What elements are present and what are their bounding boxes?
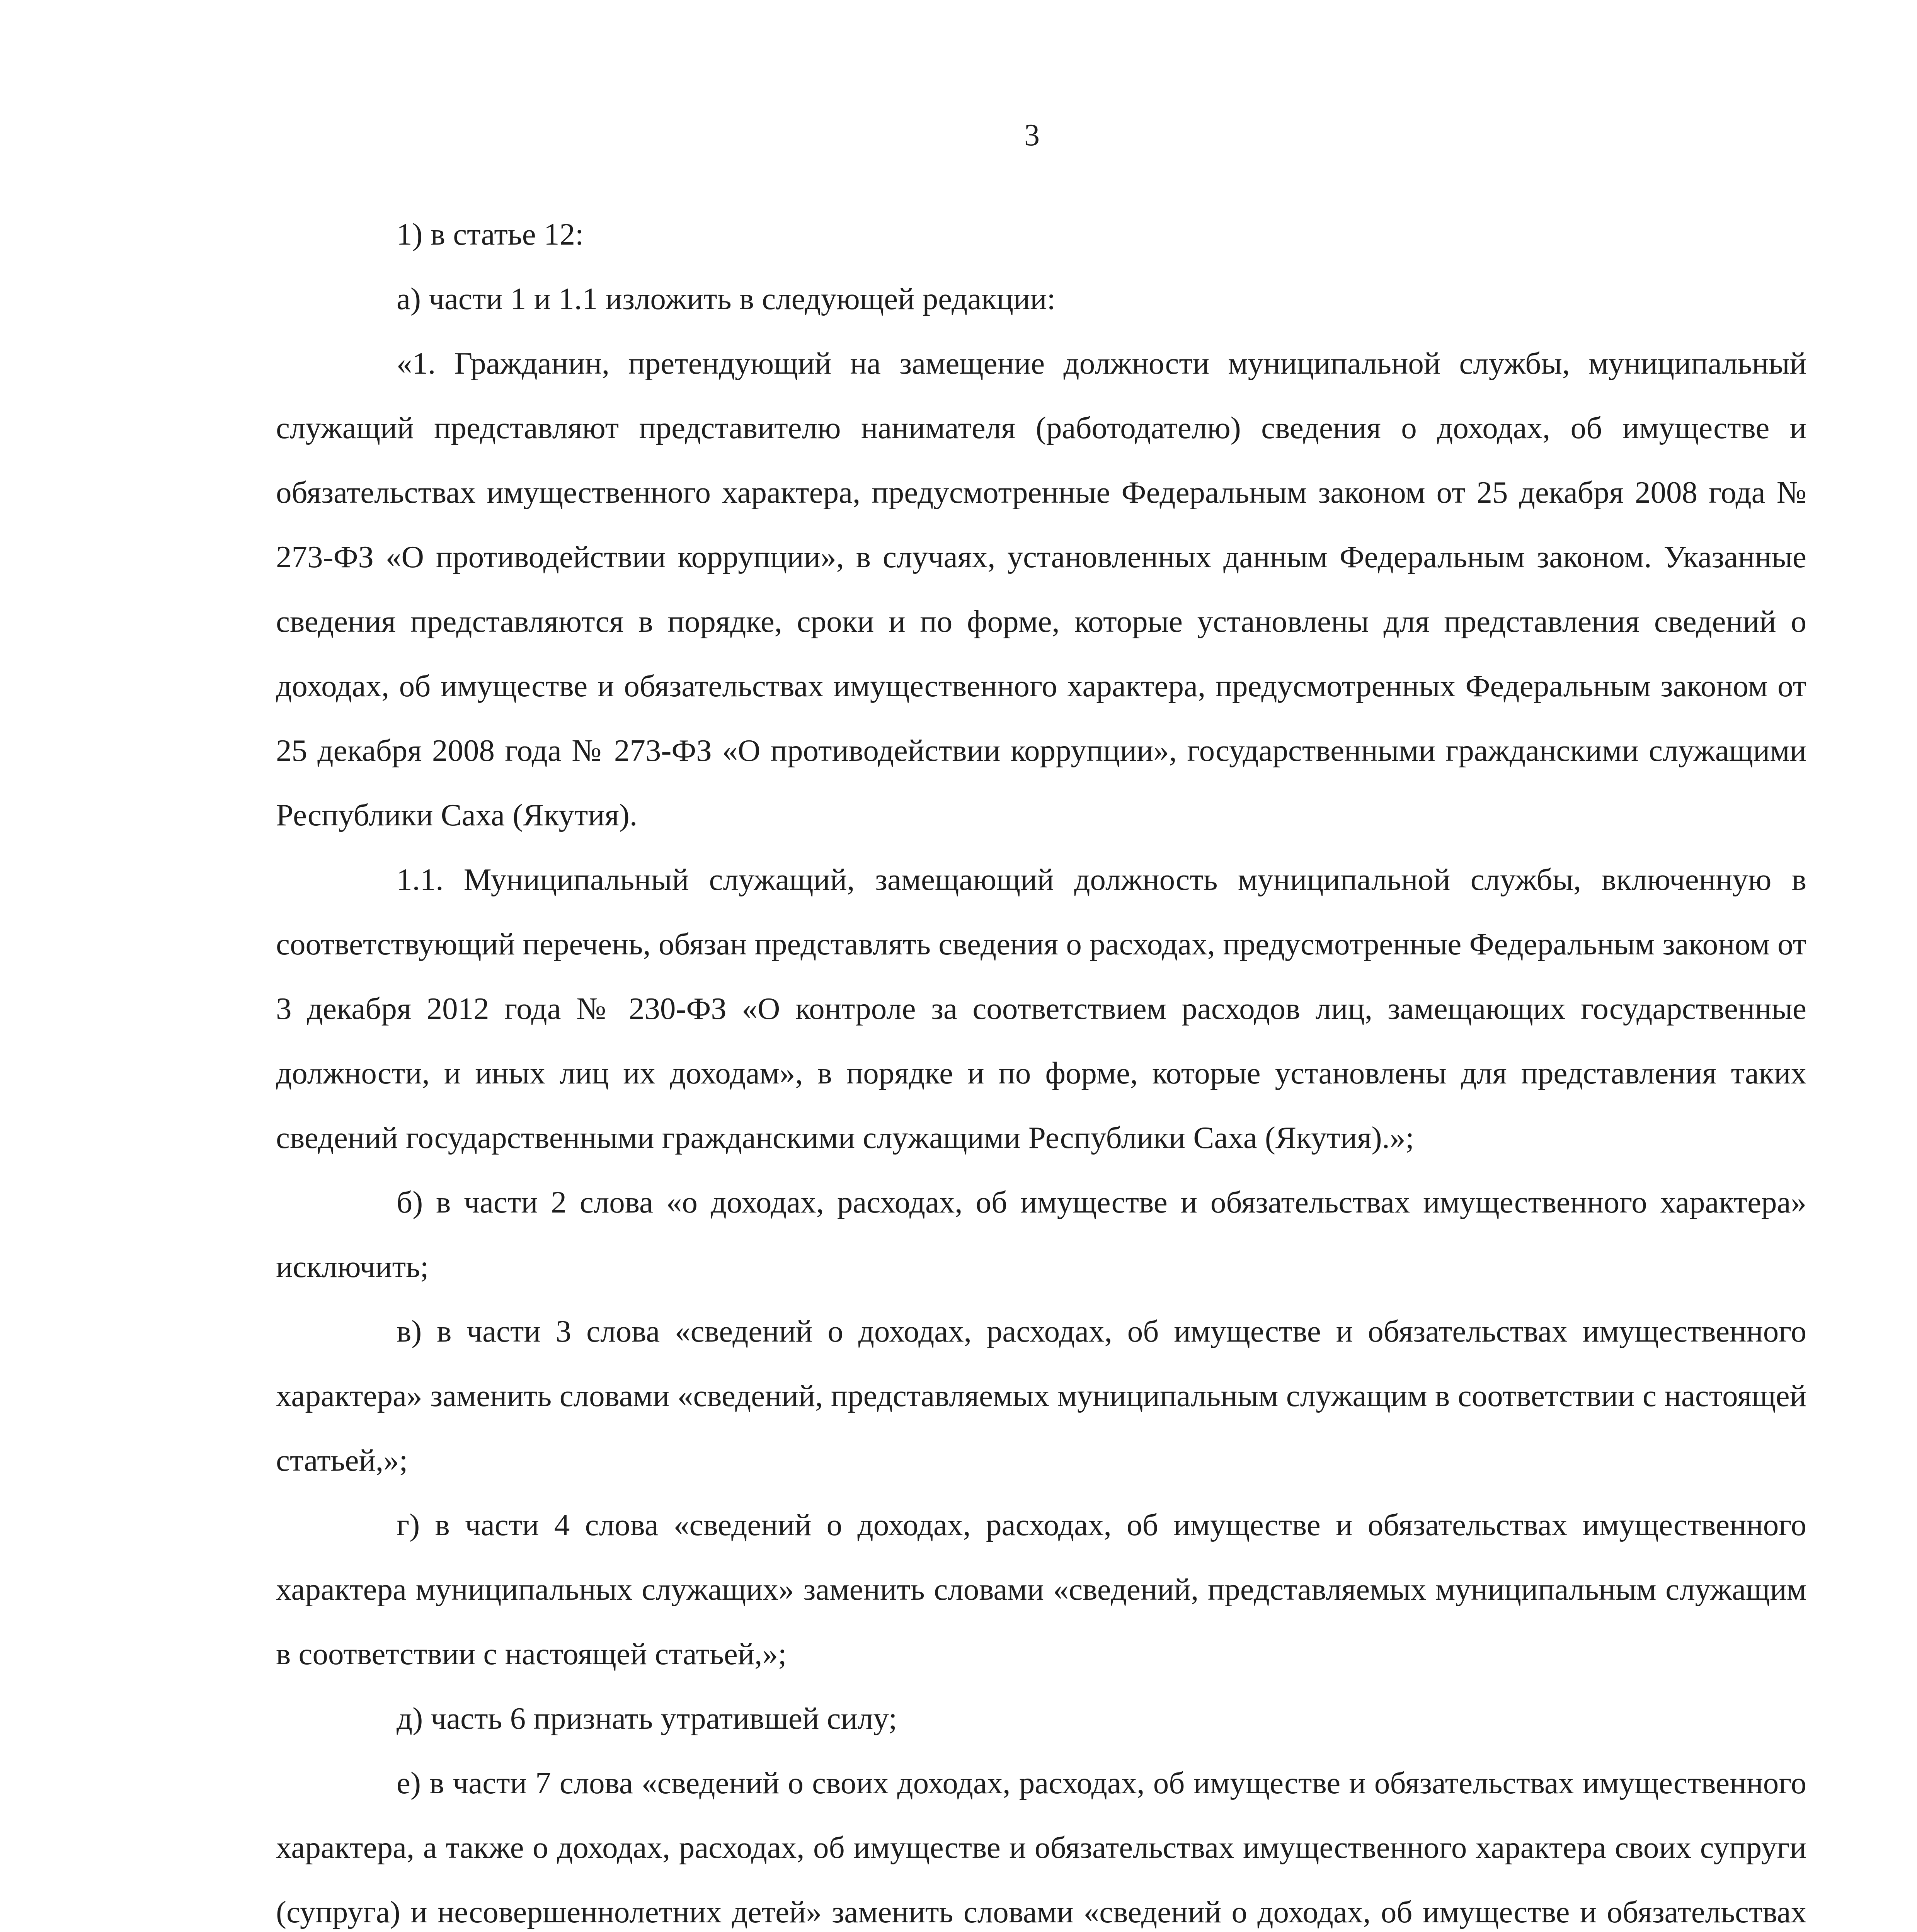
paragraph-item-a: а) части 1 и 1.1 изложить в следующей редакции: [397, 281, 1056, 316]
page-number: 3 [1024, 118, 1040, 152]
paragraph-item-e: е) в части 7 слова «сведений о своих доходах, расходах, об имуществе и обязательствах имущественного характера, а также о доходах, расходах, об имуществе и обязательствах имущественного характера своих супруги (супруга) и несовершеннолетних детей» заменить словами «сведений о доходах, об имуществе и обязательствах [276, 1765, 1806, 1929]
paragraph-part-1: «1. Гражданин, претендующий на замещение должности муниципальной службы, муниципальный служащий представляют представителю нанимателя (работодателю) сведения о доходах, об имуществе и обязательствах имущественного характера, предусмотренные Федеральным законом от 25 декабря 2008 года № 273-ФЗ «О противодействии коррупции», в случаях, установленных данным Федеральным законом. Указанные сведения представляются в порядке, сроки и по форме, которые установлены для представления сведений о доходах, об имуществе и обязательствах имущественного характера, предусмотренных Федеральным законом от 25 декабря 2008 года № 273-ФЗ «О противодействии коррупции», государственными гражданскими служащими Республики Саха (Якутия). [276, 346, 1806, 832]
paragraph-item-d: д) часть 6 признать утратившей силу; [397, 1701, 897, 1736]
paragraph-part-1-1: 1.1. Муниципальный служащий, замещающий должность муниципальной службы, включенную в соответствующий перечень, обязан представлять сведения о расходах, предусмотренные Федеральным законом от 3 декабря 2012 года № 230-ФЗ «О контроле за соответствием расходов лиц, замещающих государственные должности, и иных лиц их доходам», в порядке и по форме, которые установлены для представления таких сведений государственными гражданскими служащими Республики Саха (Якутия).»; [276, 862, 1806, 1155]
paragraph-item-g: г) в части 4 слова «сведений о доходах, расходах, об имуществе и обязательствах имущественного характера муниципальных служащих» заменить словами «сведений, представляемых муниципальным служащим в соответствии с настоящей статьей,»; [276, 1507, 1806, 1671]
document-body [276, 202, 1806, 1932]
paragraph-article-12: 1) в статье 12: [397, 217, 584, 252]
paragraph-item-b: б) в части 2 слова «о доходах, расходах, об имуществе и обязательствах имущественного характера» исключить; [276, 1185, 1806, 1284]
paragraph-item-v: в) в части 3 слова «сведений о доходах, расходах, об имуществе и обязательствах имущественного характера» заменить словами «сведений, представляемых муниципальным служащим в соответствии с настоящей статьей,»; [276, 1314, 1806, 1478]
